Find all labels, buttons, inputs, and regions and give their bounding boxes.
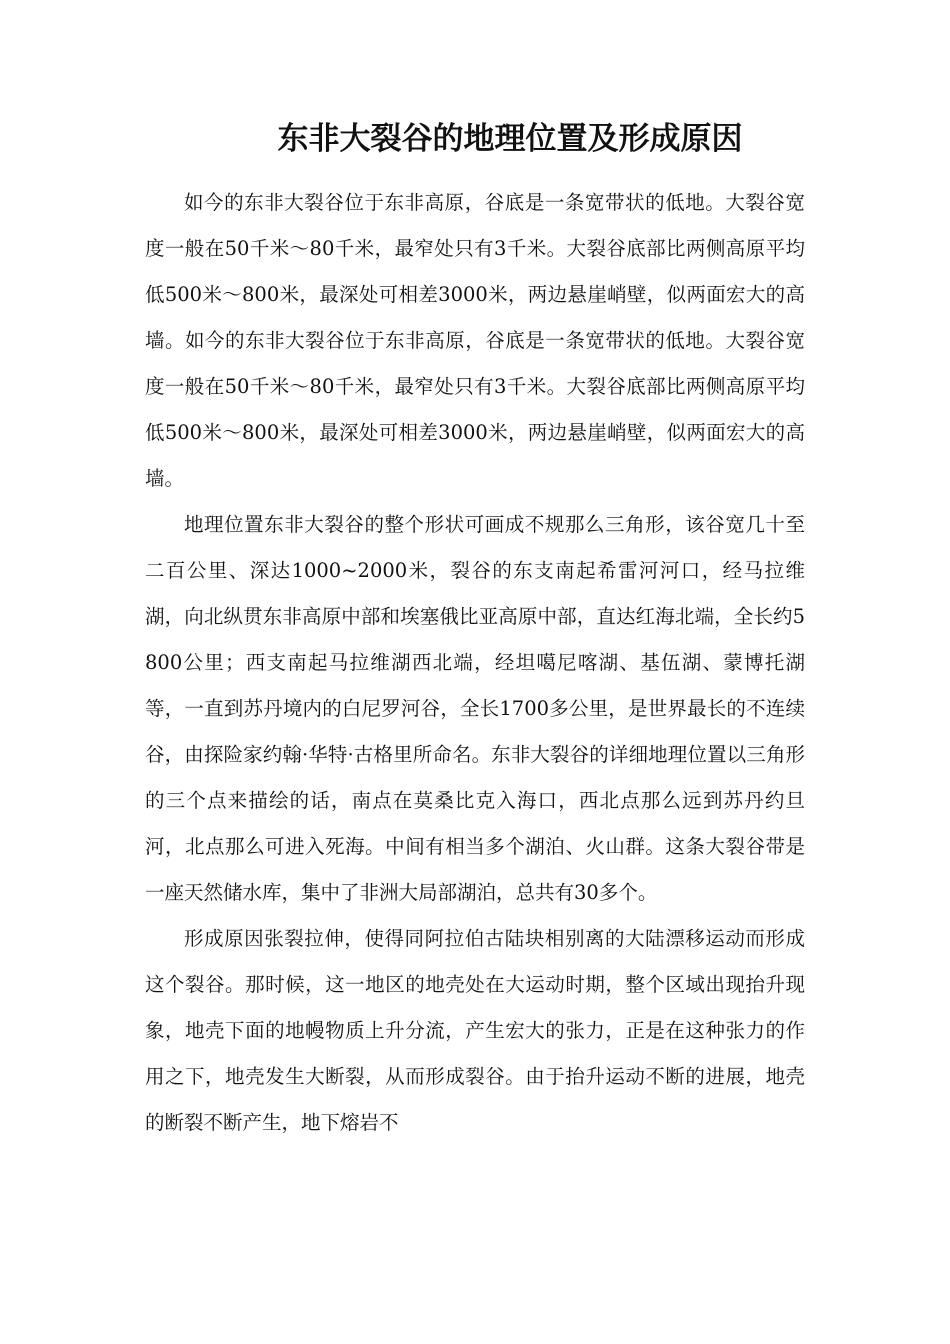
paragraph-formation-cause: 形成原因张裂拉伸，使得同阿拉伯古陆块相别离的大陆漂移运动而形成这个裂谷。那时候，这一地区的地壳处在大运动时期，整个区域出现抬升现象，地壳下面的地幔物质上升分流，产生宏大的张力，正是在这种张力的作用之下，地壳发生大断裂，从而形成裂谷。由于抬升运动不断的进展，地壳的断裂不断产生，地下熔岩不: [145, 927, 805, 1134]
document-body: [145, 180, 805, 1146]
document-title: 东非大裂谷的地理位置及形成原因: [277, 121, 743, 157]
paragraph-geographic-location: 地理位置东非大裂谷的整个形状可画成不规那么三角形，该谷宽几十至二百公里、深达1000~2000米，裂谷的东支南起希雷河河口，经马拉维湖，向北纵贯东非高原中部和埃塞俄比亚高原中部，直达红海北端，全长约5800公里；西支南起马拉维湖西北端，经坦噶尼喀湖、基伍湖、蒙博托湖等，一直到苏丹境内的白尼罗河谷，全长1700多公里，是世界最长的不连续谷，由探险家约翰·华特·古格里所命名。东非大裂谷的详细地理位置以三角形的三个点来描绘的话，南点在莫桑比克入海口，西北点那么远到苏丹约旦河，北点那么可进入死海。中间有相当多个湖泊、火山群。这条大裂谷带是一座天然储水库，集中了非洲大局部湖泊，总共有30多个。: [145, 513, 805, 904]
paragraph-location-overview: 如今的东非大裂谷位于东非高原，谷底是一条宽带状的低地。大裂谷宽度一般在50千米～80千米，最窄处只有3千米。大裂谷底部比两侧高原平均低500米～800米，最深处可相差3000米，两边悬崖峭壁，似两面宏大的高墙。如今的东非大裂谷位于东非高原，谷底是一条宽带状的低地。大裂谷宽度一般在50千米～80千米，最窄处只有3千米。大裂谷底部比两侧高原平均低500米～800米，最深处可相差3000米，两边悬崖峭壁，似两面宏大的高墙。: [145, 191, 805, 490]
